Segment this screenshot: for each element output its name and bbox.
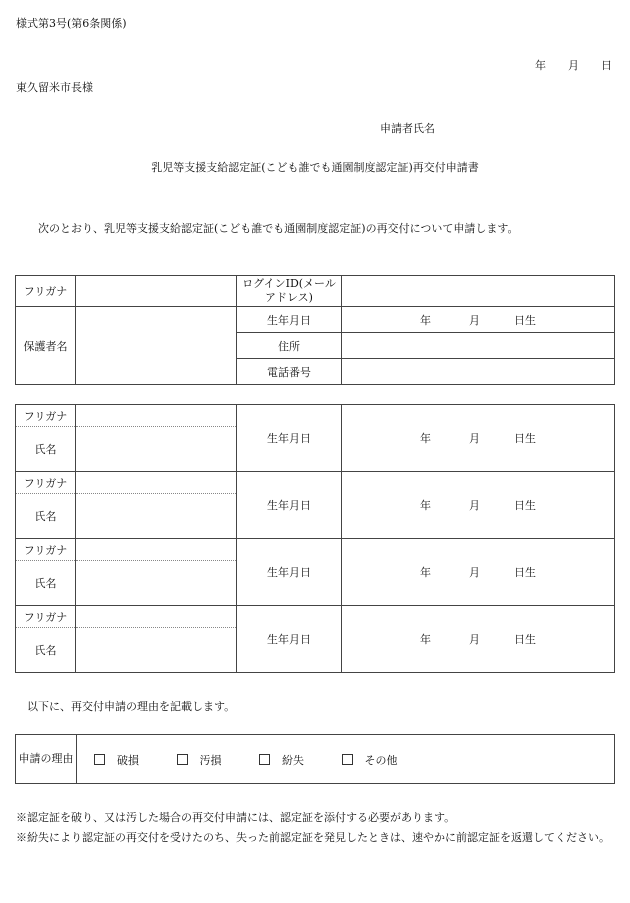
child-1-name-field[interactable] <box>76 427 237 472</box>
checkbox-icon[interactable] <box>259 754 270 765</box>
date-line <box>535 57 612 73</box>
intro-text: 次のとおり、乳児等支援支給認定証(こども誰でも通園制度認定証)の再交付について申請します。 <box>38 222 519 235</box>
child-2-dob-field[interactable] <box>342 472 615 539</box>
dob-year-label: 年 <box>420 499 431 512</box>
dob-year-label: 年 <box>420 633 431 646</box>
dob-month-label: 月 <box>469 633 480 646</box>
children-table <box>15 404 615 673</box>
reason-option-lost[interactable] <box>259 752 304 768</box>
guardian-furigana-label: フリガナ <box>16 276 76 307</box>
note-attach-certificate: ※認定証を破り、又は汚した場合の再交付申請には、認定証を添付する必要があります。 <box>16 811 456 824</box>
child-2-furigana-label: フリガナ <box>16 472 76 494</box>
document-title: 乳児等支援支給認定証(こども誰でも通園制度認定証)再交付申請書 <box>151 161 479 174</box>
dob-month-label: 月 <box>469 313 480 327</box>
child-2-name-field[interactable] <box>76 494 237 539</box>
child-1-furigana-label: フリガナ <box>16 405 76 427</box>
dob-year-label: 年 <box>420 313 431 327</box>
date-month-label: 月 <box>568 59 579 72</box>
reason-label: 申請の理由 <box>16 735 77 783</box>
guardian-dob-field[interactable] <box>342 307 615 333</box>
child-3-name-field[interactable] <box>76 561 237 606</box>
child-1-dob-field[interactable] <box>342 405 615 472</box>
guardian-name-field[interactable] <box>76 307 237 385</box>
date-day-label: 日 <box>601 59 612 72</box>
guardian-phone-label: 電話番号 <box>237 359 342 385</box>
guardian-login-field[interactable] <box>342 276 615 307</box>
dob-day-label: 日生 <box>514 313 536 327</box>
child-1-furigana-field[interactable] <box>76 405 237 427</box>
child-1-dob-label: 生年月日 <box>237 405 342 472</box>
child-4-furigana-label: フリガナ <box>16 606 76 628</box>
child-2-furigana-field[interactable] <box>76 472 237 494</box>
checkbox-icon[interactable] <box>94 754 105 765</box>
checkbox-icon[interactable] <box>177 754 188 765</box>
reason-option-soiled[interactable] <box>177 752 222 768</box>
child-1-name-label: 氏名 <box>16 427 76 472</box>
dob-month-label: 月 <box>469 432 480 445</box>
child-3-dob-field[interactable] <box>342 539 615 606</box>
dob-day-label: 日生 <box>514 566 536 579</box>
child-3-furigana-field[interactable] <box>76 539 237 561</box>
child-4-dob-label: 生年月日 <box>237 606 342 673</box>
reason-table <box>15 734 615 784</box>
child-4-dob-field[interactable] <box>342 606 615 673</box>
reason-option-damaged[interactable] <box>94 752 139 768</box>
guardian-address-field[interactable] <box>342 333 615 359</box>
guardian-name-label: 保護者名 <box>16 307 76 385</box>
note-return-certificate: ※紛失により認定証の再交付を受けたのち、失った前認定証を発見したときは、速やかに前認定証を返還してください。 <box>16 831 610 844</box>
dob-year-label: 年 <box>420 566 431 579</box>
dob-day-label: 日生 <box>514 499 536 512</box>
dob-day-label: 日生 <box>514 633 536 646</box>
reason-option-label: 汚損 <box>199 754 222 767</box>
reason-option-other[interactable] <box>342 752 398 768</box>
date-year-label: 年 <box>535 59 546 72</box>
reason-option-label: その他 <box>364 754 398 767</box>
dob-month-label: 月 <box>469 566 480 579</box>
checkbox-icon[interactable] <box>342 754 353 765</box>
guardian-login-label: ログインID(メールアドレス) <box>237 276 342 307</box>
reason-option-label: 破損 <box>117 754 139 767</box>
guardian-furigana-field[interactable] <box>76 276 237 307</box>
form-number: 様式第3号(第6条関係) <box>16 17 127 30</box>
reason-option-label: 紛失 <box>282 754 304 767</box>
dob-year-label: 年 <box>420 432 431 445</box>
child-4-name-field[interactable] <box>76 628 237 673</box>
applicant-name-label: 申請者氏名 <box>380 122 435 135</box>
guardian-phone-field[interactable] <box>342 359 615 385</box>
guardian-address-label: 住所 <box>237 333 342 359</box>
child-2-dob-label: 生年月日 <box>237 472 342 539</box>
reason-options <box>94 752 432 768</box>
child-3-dob-label: 生年月日 <box>237 539 342 606</box>
child-4-furigana-field[interactable] <box>76 606 237 628</box>
child-4-name-label: 氏名 <box>16 628 76 673</box>
guardian-table <box>15 275 615 385</box>
child-2-name-label: 氏名 <box>16 494 76 539</box>
dob-day-label: 日生 <box>514 432 536 445</box>
reason-intro-text: 以下に、再交付申請の理由を記載します。 <box>27 700 236 713</box>
guardian-dob-label: 生年月日 <box>237 307 342 333</box>
child-3-name-label: 氏名 <box>16 561 76 606</box>
dob-month-label: 月 <box>469 499 480 512</box>
child-3-furigana-label: フリガナ <box>16 539 76 561</box>
addressee: 東久留米市長様 <box>16 81 93 94</box>
